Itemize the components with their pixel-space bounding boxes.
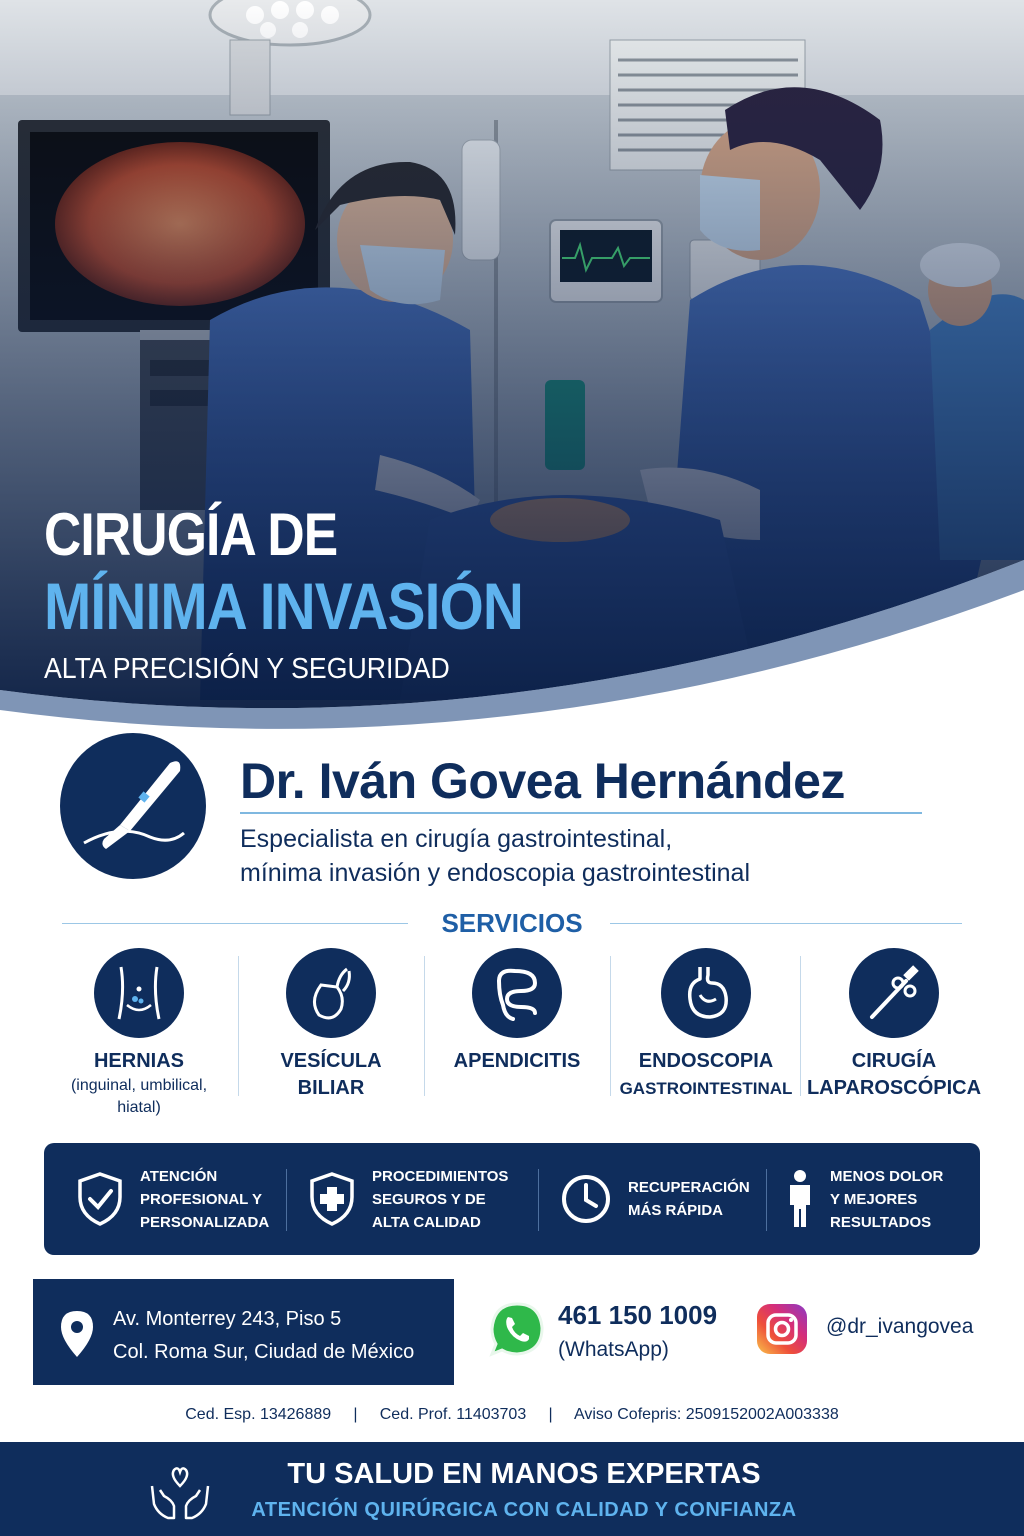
gallbladder-icon bbox=[299, 961, 363, 1025]
feature-menos-dolor-line3: RESULTADOS bbox=[830, 1213, 932, 1231]
feature-menos-dolor-line1: MENOS DOLOR bbox=[830, 1167, 944, 1185]
address-box bbox=[33, 1279, 454, 1385]
feature-divider bbox=[286, 1169, 287, 1231]
service-vesicula-label1: VESÍCULA bbox=[280, 1050, 382, 1072]
feature-atencion-line1: ATENCIÓN bbox=[140, 1167, 218, 1185]
feature-atencion bbox=[76, 1143, 269, 1255]
service-endoscopia-label2: GASTROINTESTINAL bbox=[619, 1079, 793, 1098]
intestine-icon bbox=[485, 961, 549, 1025]
shield-cross-icon bbox=[308, 1171, 356, 1227]
feature-menos-dolor-line2: Y MEJORES bbox=[830, 1190, 918, 1208]
instagram-handle[interactable]: @dr_ivangovea bbox=[826, 1315, 974, 1338]
hero bbox=[0, 0, 1024, 730]
whatsapp-phone[interactable]: 461 150 1009 bbox=[558, 1300, 718, 1330]
service-laparoscopica-label1: CIRUGÍA bbox=[851, 1050, 937, 1072]
hero-title-line2: MÍNIMA INVASIÓN bbox=[44, 569, 524, 643]
doctor-name: Dr. Iván Govea Hernández bbox=[240, 753, 845, 809]
services-title: SERVICIOS bbox=[441, 908, 583, 938]
feature-procedimientos-line3: ALTA CALIDAD bbox=[372, 1213, 481, 1231]
abdomen-icon bbox=[107, 961, 171, 1025]
legal-credentials: Ced. Esp. 13426889 | Ced. Prof. 11403703 | Aviso Cofepris: 2509152002A003338 bbox=[185, 1406, 839, 1423]
service-apendicitis bbox=[422, 948, 612, 1075]
doctor-specialty-line1: Especialista en cirugía gastrointestinal, bbox=[240, 825, 673, 853]
feature-atencion-line2: PROFESIONAL Y bbox=[140, 1190, 262, 1208]
footer-subtitle: ATENCIÓN QUIRÚRGICA CON CALIDAD Y CONFIANZA bbox=[251, 1499, 797, 1521]
hero-title-line1: CIRUGÍA DE bbox=[44, 501, 338, 568]
service-vesicula-label2: BILIAR bbox=[297, 1077, 365, 1099]
stomach-icon bbox=[674, 961, 738, 1025]
service-hernias-note1: (inguinal, umbilical, bbox=[70, 1077, 208, 1094]
feature-procedimientos-line1: PROCEDIMIENTOS bbox=[372, 1167, 509, 1185]
map-pin-icon bbox=[59, 1309, 95, 1359]
footer-title: TU SALUD EN MANOS EXPERTAS bbox=[287, 1458, 761, 1490]
service-apendicitis-label: APENDICITIS bbox=[453, 1050, 581, 1072]
service-endoscopia bbox=[611, 948, 801, 1102]
service-endoscopia-label1: ENDOSCOPIA bbox=[638, 1050, 774, 1072]
feature-procedimientos-line2: SEGUROS Y DE bbox=[372, 1190, 486, 1208]
address-line2: Col. Roma Sur, Ciudad de México bbox=[113, 1341, 415, 1363]
doctor-specialty bbox=[240, 822, 750, 890]
doctor-badge bbox=[60, 733, 206, 879]
features-bar bbox=[44, 1143, 980, 1255]
shield-check-icon bbox=[76, 1171, 124, 1227]
feature-recuperacion bbox=[560, 1143, 750, 1255]
doctor-specialty-line2: mínima invasión y endoscopia gastrointestinal bbox=[240, 859, 750, 887]
service-hernias-note2: hiatal) bbox=[117, 1099, 161, 1116]
feature-recuperacion-line2: MÁS RÁPIDA bbox=[628, 1202, 724, 1219]
feature-recuperacion-line1: RECUPERACIÓN bbox=[628, 1179, 750, 1196]
feature-divider bbox=[766, 1169, 767, 1231]
feature-menos-dolor bbox=[786, 1143, 943, 1255]
service-laparoscopica bbox=[799, 948, 989, 1102]
clock-icon bbox=[560, 1173, 612, 1225]
hero-headline bbox=[44, 501, 601, 686]
footer bbox=[0, 1442, 1024, 1536]
hero-subtitle: ALTA PRECISIÓN Y SEGURIDAD bbox=[44, 653, 450, 685]
laparoscope-icon bbox=[862, 961, 926, 1025]
address-line1: Av. Monterrey 243, Piso 5 bbox=[113, 1308, 342, 1330]
whatsapp-icon[interactable] bbox=[488, 1300, 546, 1358]
whatsapp-label: (WhatsApp) bbox=[558, 1338, 669, 1361]
service-vesicula bbox=[236, 948, 426, 1102]
service-laparoscopica-label2: LAPAROSCÓPICA bbox=[806, 1077, 982, 1099]
service-hernias bbox=[44, 948, 234, 1119]
feature-procedimientos bbox=[308, 1143, 508, 1255]
doctor-name-underline bbox=[240, 812, 922, 814]
scalpel-icon bbox=[60, 733, 206, 879]
person-icon bbox=[786, 1169, 814, 1229]
feature-atencion-line3: PERSONALIZADA bbox=[140, 1213, 270, 1231]
service-hernias-label: HERNIAS bbox=[93, 1050, 184, 1072]
feature-divider bbox=[538, 1169, 539, 1231]
hands-heart-icon bbox=[146, 1456, 214, 1524]
instagram-icon[interactable] bbox=[757, 1304, 807, 1354]
